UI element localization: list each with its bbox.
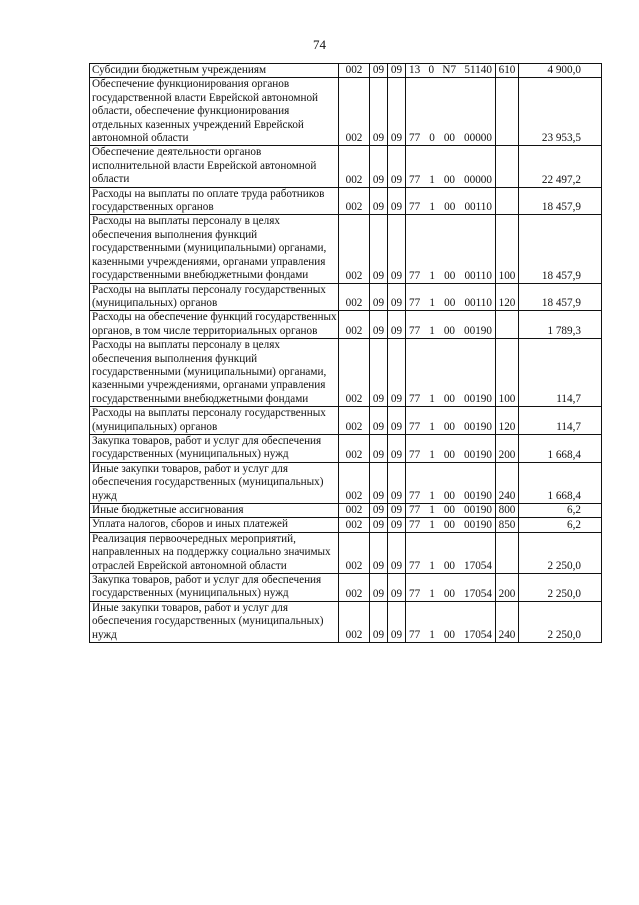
subsection-code-cell: 09	[388, 532, 406, 573]
target-item-code-parts	[408, 519, 493, 532]
target-item-code-part: 1	[429, 297, 435, 310]
expense-type-code-cell: 120	[496, 407, 519, 435]
target-item-code-part: N7	[442, 64, 457, 77]
row-name-cell: Уплата налогов, сборов и иных платежей	[90, 518, 339, 532]
target-item-code-part: 00	[443, 504, 455, 517]
target-item-code-part: 00	[443, 173, 455, 186]
target-item-code-part: 1	[429, 201, 435, 214]
table-row	[90, 407, 602, 435]
target-item-code-cell	[406, 407, 496, 435]
ministry-code-cell: 002	[339, 215, 370, 283]
table-row	[90, 518, 602, 532]
row-name-cell: Иные закупки товаров, работ и услуг для обеспечения государственных (муниципальных) нужд	[90, 601, 339, 642]
row-name-cell: Обеспечение деятельности органов исполнительной власти Еврейской автономной области	[90, 146, 339, 187]
expense-type-code-cell: 240	[496, 462, 519, 503]
budget-table	[89, 63, 602, 643]
target-item-code-part: 00	[444, 269, 456, 282]
target-item-code-cell	[406, 601, 496, 642]
target-item-code-part: 00110	[464, 201, 492, 214]
table-row	[90, 283, 602, 311]
target-item-code-part: 00110	[464, 297, 492, 310]
expense-type-code-cell	[496, 187, 519, 215]
target-item-code-parts	[408, 64, 493, 77]
amount-cell: 23 953,5	[519, 78, 602, 146]
target-item-code-part: 77	[409, 393, 421, 406]
section-code-cell: 09	[370, 339, 388, 407]
target-item-code-part: 77	[409, 420, 421, 433]
target-item-code-part: 1	[429, 587, 435, 600]
target-item-code-part: 00	[443, 325, 455, 338]
target-item-code-cell	[406, 462, 496, 503]
table-row	[90, 78, 602, 146]
target-item-code-cell	[406, 339, 496, 407]
target-item-code-parts	[408, 174, 493, 187]
row-name-cell: Обеспечение функционирования органов государственной власти Еврейской автономной области, обеспечение функционирования отдельных казенных учреждений Еврейской автономной области	[90, 78, 339, 146]
amount-cell: 6,2	[519, 518, 602, 532]
target-item-code-part: 00190	[464, 325, 492, 338]
target-item-code-part: 77	[409, 560, 421, 573]
target-item-code-cell	[406, 574, 496, 602]
subsection-code-cell: 09	[388, 407, 406, 435]
row-name-cell: Закупка товаров, работ и услуг для обеспечения государственных (муниципальных) нужд	[90, 574, 339, 602]
target-item-code-part: 00	[443, 560, 455, 573]
target-item-code-parts	[408, 504, 493, 517]
amount-cell: 114,7	[519, 339, 602, 407]
target-item-code-part: 13	[409, 64, 421, 77]
target-item-code-cell	[406, 78, 496, 146]
subsection-code-cell: 09	[388, 64, 406, 78]
target-item-code-part: 00190	[464, 518, 492, 531]
subsection-code-cell: 09	[388, 462, 406, 503]
target-item-code-part: 1	[429, 560, 435, 573]
target-item-code-part: 1	[429, 504, 435, 517]
ministry-code-cell: 002	[339, 601, 370, 642]
target-item-code-part: 77	[409, 629, 421, 642]
section-code-cell: 09	[370, 311, 388, 339]
table-row	[90, 64, 602, 78]
ministry-code-cell: 002	[339, 283, 370, 311]
target-item-code-part: 00110	[464, 269, 492, 282]
target-item-code-part: 77	[409, 587, 421, 600]
section-code-cell: 09	[370, 64, 388, 78]
expense-type-code-cell: 100	[496, 215, 519, 283]
amount-cell: 2 250,0	[519, 601, 602, 642]
expense-type-code-cell: 610	[496, 64, 519, 78]
target-item-code-part: 17054	[464, 629, 492, 642]
table-body	[90, 64, 602, 643]
target-item-code-cell	[406, 64, 496, 78]
target-item-code-part: 00	[444, 297, 456, 310]
table-row	[90, 462, 602, 503]
expense-type-code-cell	[496, 146, 519, 187]
subsection-code-cell: 09	[388, 78, 406, 146]
section-code-cell: 09	[370, 504, 388, 518]
expense-type-code-cell: 200	[496, 434, 519, 462]
row-name-cell: Расходы на выплаты персоналу в целях обеспечения выполнения функций государственными (муниципальными) органами, казенными учреждениями, органами управления государственными внебюджетными фондами	[90, 339, 339, 407]
target-item-code-part: 00	[444, 201, 456, 214]
ministry-code-cell: 002	[339, 462, 370, 503]
ministry-code-cell: 002	[339, 339, 370, 407]
target-item-code-part: 17054	[464, 587, 492, 600]
page-number: 74	[313, 37, 326, 52]
amount-cell: 4 900,0	[519, 64, 602, 78]
target-item-code-part: 00	[443, 629, 455, 642]
target-item-code-part: 77	[409, 490, 421, 502]
expense-type-code-cell: 850	[496, 518, 519, 532]
amount-cell: 1 789,3	[519, 311, 602, 339]
target-item-code-parts	[408, 297, 493, 310]
ministry-code-cell: 002	[339, 146, 370, 187]
target-item-code-part: 0	[428, 64, 435, 77]
section-code-cell: 09	[370, 601, 388, 642]
subsection-code-cell: 09	[388, 187, 406, 215]
expense-type-code-cell: 240	[496, 601, 519, 642]
target-item-code-parts	[408, 629, 493, 642]
table-row	[90, 339, 602, 407]
row-name-cell: Реализация первоочередных мероприятий, направленных на поддержку социально значимых отраслей Еврейской автономной области	[90, 532, 339, 573]
subsection-code-cell: 09	[388, 434, 406, 462]
target-item-code-cell	[406, 518, 496, 532]
ministry-code-cell: 002	[339, 518, 370, 532]
row-name-cell: Расходы на выплаты персоналу государственных (муниципальных) органов	[90, 283, 339, 311]
target-item-code-part: 00	[443, 448, 455, 461]
subsection-code-cell: 09	[388, 283, 406, 311]
row-name-cell: Расходы на выплаты по оплате труда работников государственных органов	[90, 187, 339, 215]
subsection-code-cell: 09	[388, 146, 406, 187]
table-row	[90, 187, 602, 215]
section-code-cell: 09	[370, 78, 388, 146]
amount-cell: 18 457,9	[519, 283, 602, 311]
target-item-code-part: 77	[409, 173, 421, 186]
table-row	[90, 311, 602, 339]
expense-type-code-cell: 200	[496, 574, 519, 602]
subsection-code-cell: 09	[388, 215, 406, 283]
ministry-code-cell: 002	[339, 407, 370, 435]
target-item-code-parts	[408, 421, 493, 434]
target-item-code-part: 00	[443, 587, 455, 600]
target-item-code-part: 00	[443, 420, 455, 433]
target-item-code-cell	[406, 434, 496, 462]
subsection-code-cell: 09	[388, 574, 406, 602]
target-item-code-parts	[408, 201, 493, 214]
target-item-code-cell	[406, 283, 496, 311]
target-item-code-part: 0	[429, 132, 435, 145]
expense-type-code-cell	[496, 532, 519, 573]
amount-cell: 1 668,4	[519, 434, 602, 462]
target-item-code-part: 1	[429, 393, 435, 406]
amount-cell: 2 250,0	[519, 574, 602, 602]
ministry-code-cell: 002	[339, 532, 370, 573]
ministry-code-cell: 002	[339, 187, 370, 215]
ministry-code-cell: 002	[339, 574, 370, 602]
row-name-cell: Расходы на выплаты персоналу в целях обеспечения выполнения функций государственными (муниципальными) органами, казенными учреждениями, органами управления государственными внебюджетными фондами	[90, 215, 339, 283]
row-name-cell: Расходы на выплаты персоналу государственных (муниципальных) органов	[90, 407, 339, 435]
subsection-code-cell: 09	[388, 601, 406, 642]
target-item-code-part: 77	[409, 325, 421, 338]
section-code-cell: 09	[370, 187, 388, 215]
section-code-cell: 09	[370, 434, 388, 462]
target-item-code-parts	[408, 393, 493, 406]
target-item-code-cell	[406, 215, 496, 283]
row-name-cell: Закупка товаров, работ и услуг для обеспечения государственных (муниципальных) нужд	[90, 434, 339, 462]
ministry-code-cell: 002	[339, 311, 370, 339]
target-item-code-part: 77	[409, 448, 421, 461]
subsection-code-cell: 09	[388, 518, 406, 532]
target-item-code-part: 1	[429, 173, 435, 186]
amount-cell: 2 250,0	[519, 532, 602, 573]
amount-cell: 1 668,4	[519, 462, 602, 503]
target-item-code-parts	[408, 270, 493, 283]
subsection-code-cell: 09	[388, 311, 406, 339]
target-item-code-cell	[406, 532, 496, 573]
expense-type-code-cell: 120	[496, 283, 519, 311]
target-item-code-parts	[408, 490, 493, 503]
target-item-code-part: 00190	[464, 393, 492, 406]
amount-cell: 114,7	[519, 407, 602, 435]
amount-cell: 18 457,9	[519, 187, 602, 215]
section-code-cell: 09	[370, 283, 388, 311]
target-item-code-part: 00	[443, 132, 455, 145]
target-item-code-part: 77	[409, 201, 421, 214]
target-item-code-cell	[406, 146, 496, 187]
target-item-code-cell	[406, 187, 496, 215]
table-row	[90, 215, 602, 283]
target-item-code-part: 00190	[464, 504, 492, 517]
section-code-cell: 09	[370, 407, 388, 435]
target-item-code-part: 1	[429, 448, 435, 461]
amount-cell: 6,2	[519, 504, 602, 518]
amount-cell: 18 457,9	[519, 215, 602, 283]
section-code-cell: 09	[370, 532, 388, 573]
target-item-code-cell	[406, 311, 496, 339]
row-name-cell: Иные бюджетные ассигнования	[90, 504, 339, 518]
target-item-code-parts	[408, 588, 493, 601]
ministry-code-cell: 002	[339, 434, 370, 462]
section-code-cell: 09	[370, 462, 388, 503]
target-item-code-part: 77	[409, 504, 421, 517]
expense-type-code-cell: 100	[496, 339, 519, 407]
target-item-code-parts	[408, 325, 493, 338]
expense-type-code-cell	[496, 78, 519, 146]
target-item-code-part: 17054	[464, 560, 492, 573]
section-code-cell: 09	[370, 518, 388, 532]
target-item-code-part: 00	[443, 490, 455, 502]
table-row	[90, 574, 602, 602]
target-item-code-part: 77	[409, 132, 421, 145]
subsection-code-cell: 09	[388, 339, 406, 407]
target-item-code-part: 1	[429, 420, 435, 433]
target-item-code-part: 1	[429, 325, 435, 338]
target-item-code-part: 00000	[464, 173, 492, 186]
row-name-cell: Субсидии бюджетным учреждениям	[90, 64, 339, 78]
table-row	[90, 532, 602, 573]
row-name-cell: Иные закупки товаров, работ и услуг для обеспечения государственных (муниципальных) нужд	[90, 462, 339, 503]
expense-type-code-cell	[496, 311, 519, 339]
table-row	[90, 601, 602, 642]
target-item-code-cell	[406, 504, 496, 518]
target-item-code-parts	[408, 560, 493, 573]
section-code-cell: 09	[370, 215, 388, 283]
target-item-code-parts	[408, 449, 493, 462]
table-row	[90, 434, 602, 462]
target-item-code-part: 1	[429, 629, 435, 642]
target-item-code-part: 1	[429, 518, 435, 531]
table-row	[90, 504, 602, 518]
target-item-code-part: 00	[443, 518, 455, 531]
ministry-code-cell: 002	[339, 78, 370, 146]
target-item-code-part: 1	[429, 490, 435, 502]
table-row	[90, 146, 602, 187]
ministry-code-cell: 002	[339, 64, 370, 78]
section-code-cell: 09	[370, 146, 388, 187]
target-item-code-part: 51140	[464, 64, 492, 77]
ministry-code-cell: 002	[339, 504, 370, 518]
target-item-code-part: 77	[409, 297, 421, 310]
target-item-code-part: 00000	[464, 132, 492, 145]
target-item-code-part: 00190	[464, 448, 492, 461]
target-item-code-part: 1	[429, 269, 435, 282]
target-item-code-part: 00190	[464, 420, 492, 433]
target-item-code-part: 00190	[464, 490, 492, 502]
target-item-code-parts	[408, 132, 493, 145]
subsection-code-cell: 09	[388, 504, 406, 518]
target-item-code-part: 77	[409, 269, 421, 282]
target-item-code-part: 77	[409, 518, 421, 531]
row-name-cell: Расходы на обеспечение функций государственных органов, в том числе территориальных органов	[90, 311, 339, 339]
expense-type-code-cell: 800	[496, 504, 519, 518]
amount-cell: 22 497,2	[519, 146, 602, 187]
section-code-cell: 09	[370, 574, 388, 602]
target-item-code-part: 00	[443, 393, 455, 406]
